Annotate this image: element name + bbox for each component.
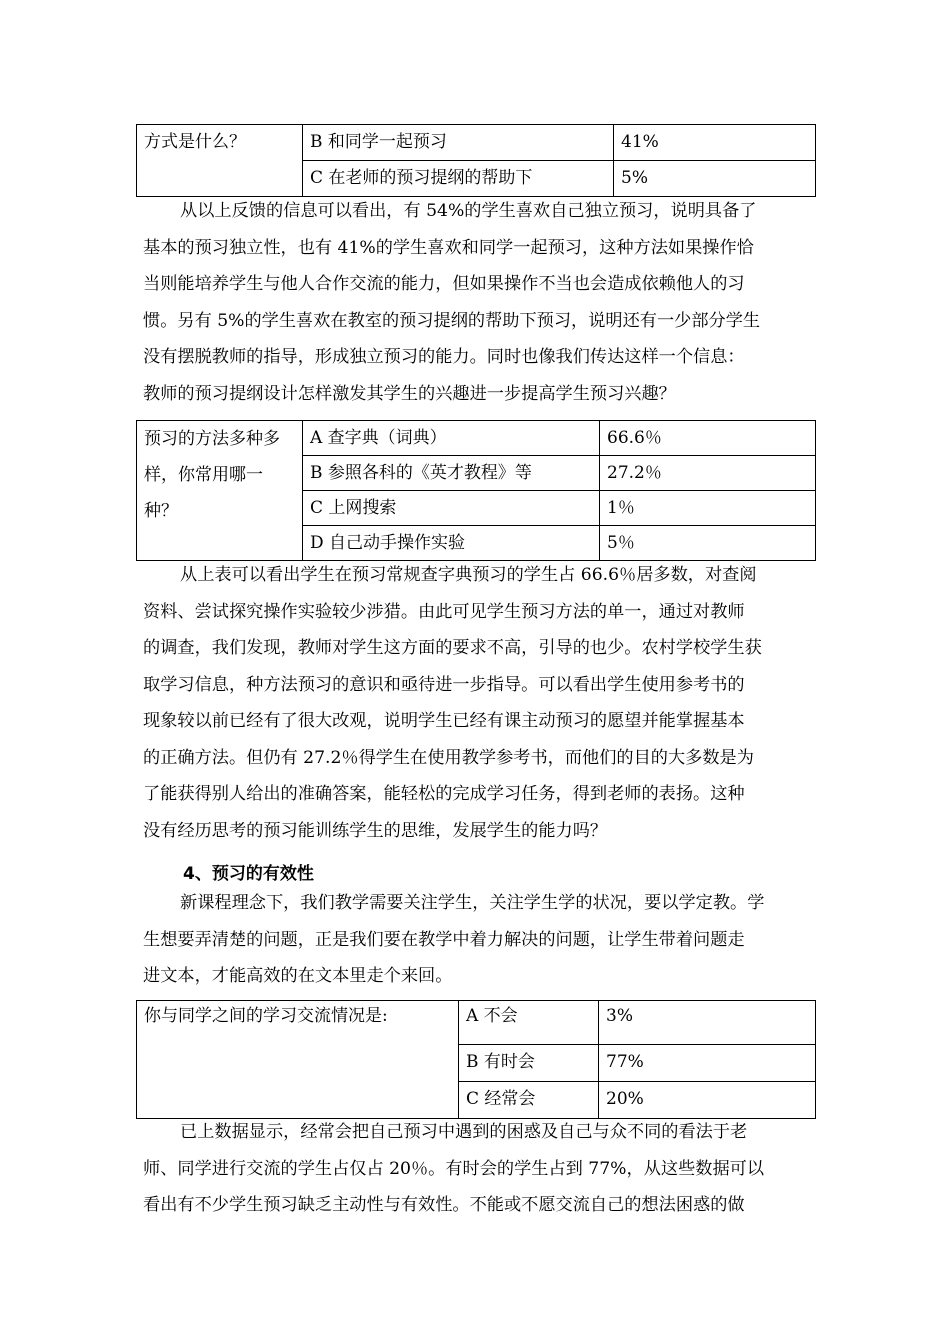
paragraph-line: 资料、尝试探究操作实验较少涉猎。由此可见学生预习方法的单一，通过对教师: [143, 601, 745, 622]
paragraph-line: 新课程理念下，我们教学需要关注学生，关注学生学的状况，要以学定教。学: [180, 893, 765, 913]
paragraph-line: 当则能培养学生与他人合作交流的能力，但如果操作不当也会造成依赖他人的习: [143, 274, 745, 294]
table-row: [137, 125, 816, 161]
paragraph-line: 现象较以前已经有了很大改观，说明学生已经有课主动预习的愿望并能掌握基本: [143, 711, 745, 731]
survey-table-2: [136, 420, 816, 561]
table-option-cell: B 参照各科的《英才教程》等: [303, 456, 600, 491]
paragraph-2: [143, 557, 808, 849]
paragraph-line: 没有经历思考的预习能训练学生的思维，发展学生的能力吗？: [143, 820, 608, 841]
paragraph-line: 进文本，才能高效的在文本里走个来回。: [143, 966, 453, 986]
paragraph-line: 师、同学进行交流的学生占仅占 20％。有时会的学生占到 77%，从这些数据可以: [143, 1158, 765, 1179]
paragraph-1: [143, 193, 808, 412]
table-option-cell: C 上网搜索: [303, 491, 600, 526]
table-row: [137, 1001, 816, 1045]
paragraph-4: [143, 1114, 808, 1224]
paragraph-line: 从上表可以看出学生在预习常规查字典预习的学生占 66.6％居多数，对查阅: [180, 565, 757, 585]
paragraph-line: 教师的预习提纲设计怎样激发其学生的兴趣进一步提高学生预习兴趣？: [143, 383, 676, 404]
table-option-cell: A 查字典（词典）: [303, 421, 600, 456]
table-option-cell: B 和同学一起预习: [303, 125, 614, 161]
paragraph-line: 的调查，我们发现，教师对学生这方面的要求不高，引导的也少。农村学校学生获: [143, 638, 762, 658]
paragraph-line: 基本的预习独立性，也有 41%的学生喜欢和同学一起预习，这种方法如果操作恰: [143, 237, 754, 258]
table-percent-cell: 27.2％: [600, 456, 816, 491]
table-percent-cell: 5%: [614, 161, 816, 197]
table-question-cell: 方式是什么？: [137, 125, 303, 197]
table-percent-cell: 20%: [599, 1082, 816, 1119]
section-heading: 4、预习的有效性: [183, 864, 314, 884]
table-question-cell: 你与同学之间的学习交流情况是:: [137, 1001, 459, 1119]
paragraph-line: 已上数据显示，经常会把自己预习中遇到的困惑及自己与众不同的看法于老: [180, 1122, 748, 1142]
table-option-cell: B 有时会: [459, 1045, 599, 1082]
table-question-cell: 预习的方法多种多样，你常用哪一种？: [137, 421, 303, 561]
table-option-cell: C 经常会: [459, 1082, 599, 1119]
table-option-cell: C 在老师的预习提纲的帮助下: [303, 161, 614, 197]
table-option-cell: D 自己动手操作实验: [303, 526, 600, 561]
paragraph-line: 了能获得别人给出的准确答案，能轻松的完成学习任务，得到老师的表扬。这种: [143, 784, 745, 804]
paragraph-line: 惯。另有 5%的学生喜欢在教室的预习提纲的帮助下预习，说明还有一少部分学生: [143, 310, 761, 331]
table-percent-cell: 5％: [600, 526, 816, 561]
table-percent-cell: 66.6％: [600, 421, 816, 456]
paragraph-line: 看出有不少学生预习缺乏主动性与有效性。不能或不愿交流自己的想法困惑的做: [143, 1195, 745, 1215]
paragraph-3: [143, 885, 808, 995]
paragraph-line: 从以上反馈的信息可以看出，有 54%的学生喜欢自己独立预习，说明具备了: [180, 201, 757, 221]
table-percent-cell: 1％: [600, 491, 816, 526]
table-option-cell: A 不会: [459, 1001, 599, 1045]
paragraph-line: 没有摆脱教师的指导，形成独立预习的能力。同时也像我们传达这样一个信息：: [143, 347, 745, 367]
paragraph-line: 的正确方法。但仍有 27.2％得学生在使用教学参考书，而他们的目的大多数是为: [143, 747, 754, 768]
survey-table-3: [136, 1000, 816, 1119]
table-percent-cell: 3%: [599, 1001, 816, 1045]
table-percent-cell: 41%: [614, 125, 816, 161]
paragraph-line: 取学习信息，种方法预习的意识和亟待进一步指导。可以看出学生使用参考书的: [143, 674, 745, 695]
paragraph-line: 生想要弄清楚的问题，正是我们要在教学中着力解决的问题，让学生带着问题走: [143, 929, 745, 950]
survey-table-1: [136, 124, 816, 197]
table-row: [137, 421, 816, 456]
table-percent-cell: 77%: [599, 1045, 816, 1082]
